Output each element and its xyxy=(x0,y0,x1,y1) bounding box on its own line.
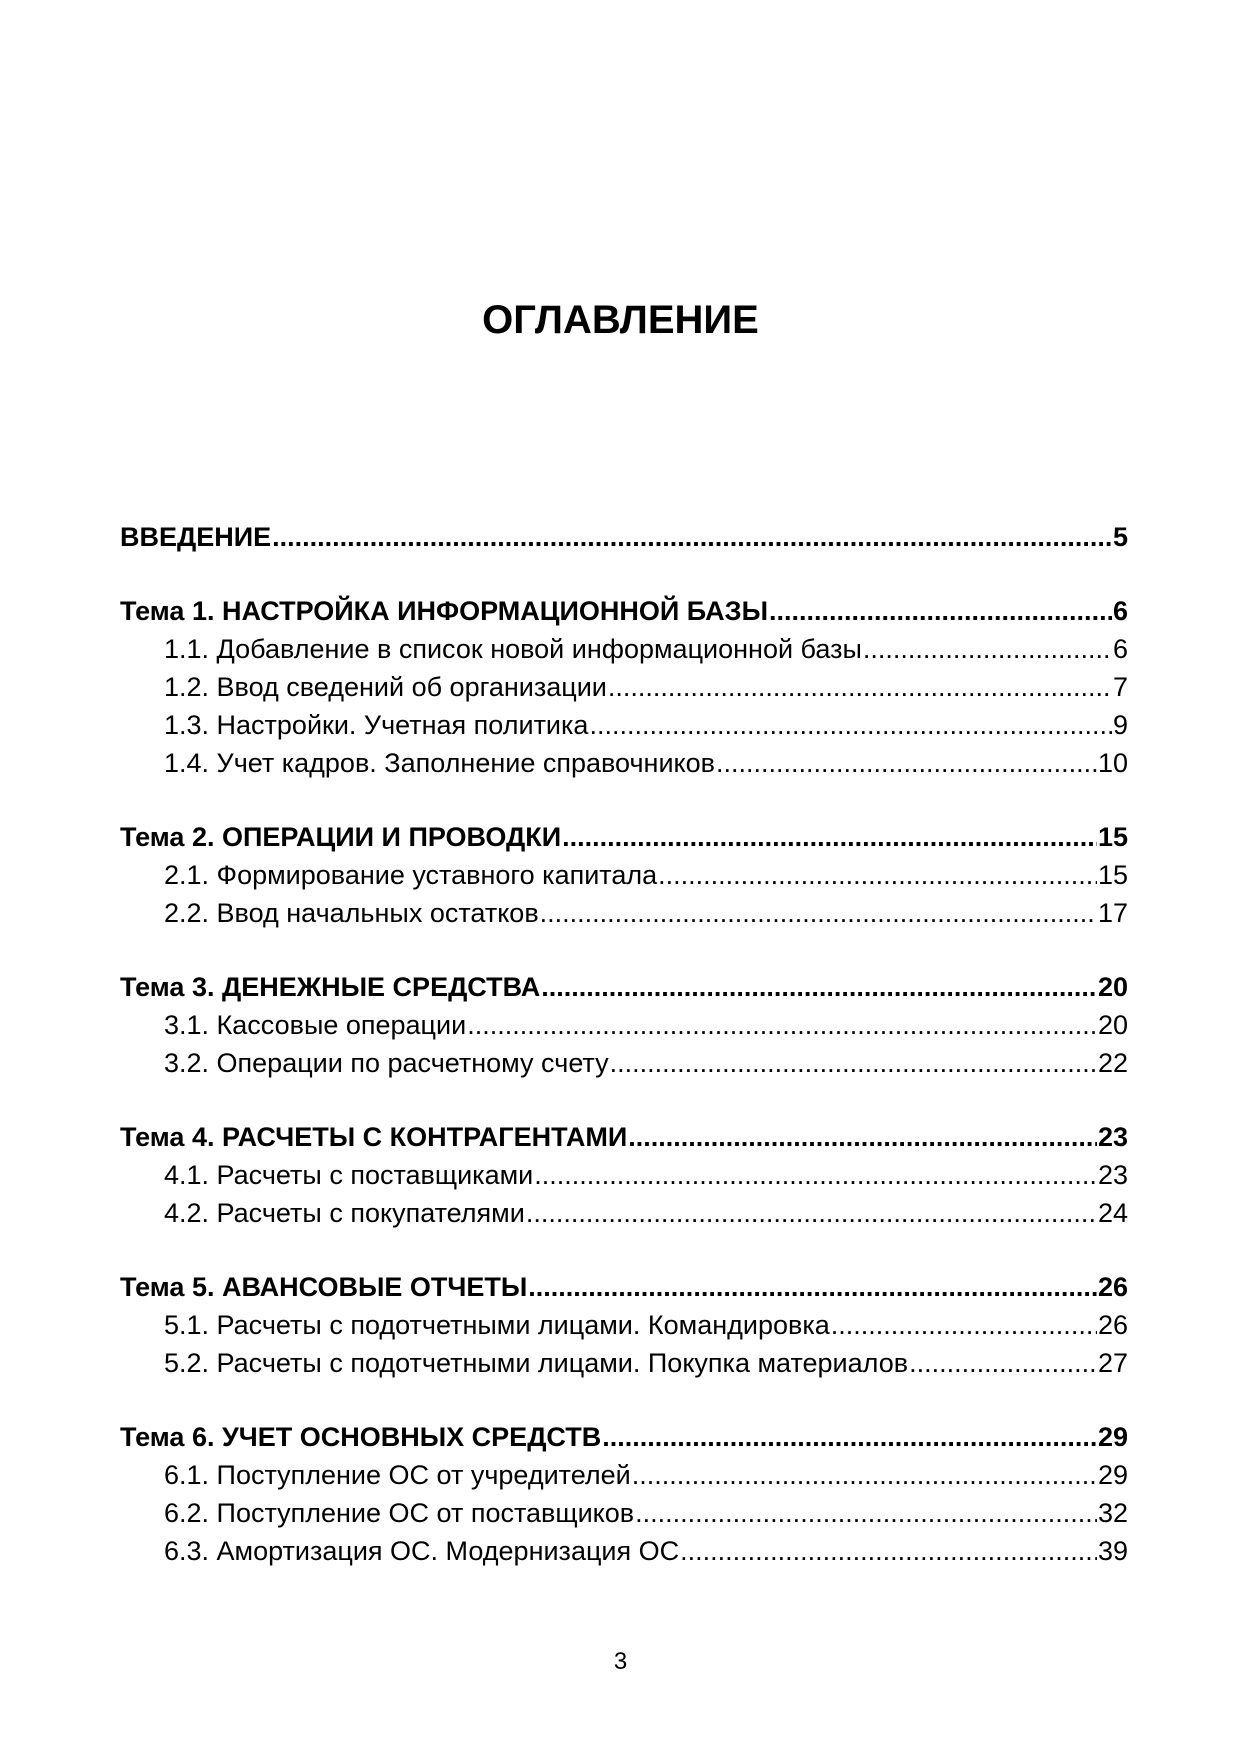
dot-leader xyxy=(635,1494,1097,1532)
toc-entry-1-4[interactable] xyxy=(120,744,1128,782)
toc-entry-4-1[interactable] xyxy=(120,1156,1128,1194)
dot-leader xyxy=(680,1532,1097,1570)
toc-entry-label: Тема 1. НАСТРОЙКА ИНФОРМАЦИОННОЙ БАЗЫ xyxy=(120,596,768,626)
toc-entry-label: Тема 6. УЧЕТ ОСНОВНЫХ СРЕДСТВ xyxy=(120,1422,602,1452)
dot-leader xyxy=(658,856,1097,894)
toc-entry-topic-3[interactable] xyxy=(120,968,1128,1006)
dot-leader xyxy=(863,630,1112,668)
toc-entry-label: 1.3. Настройки. Учетная политика xyxy=(164,710,589,740)
toc-entry-2-2[interactable] xyxy=(120,894,1128,932)
dot-leader xyxy=(562,818,1097,856)
toc-entry-label: 4.2. Расчеты с покупателями xyxy=(164,1198,525,1228)
toc-entry-label: 2.2. Ввод начальных остатков xyxy=(164,898,539,928)
dot-leader xyxy=(528,1268,1097,1306)
toc-entry-label: 3.2. Операции по расчетному счету xyxy=(164,1048,609,1078)
toc-entry-6-1[interactable] xyxy=(120,1456,1128,1494)
toc-entry-page: 24 xyxy=(1097,1198,1128,1228)
dot-leader xyxy=(831,1306,1097,1344)
toc-entry-topic-2[interactable] xyxy=(120,818,1128,856)
dot-leader xyxy=(610,1044,1097,1082)
toc-entry-1-1[interactable] xyxy=(120,630,1128,668)
toc-entry-page: 29 xyxy=(1097,1422,1128,1452)
toc-entry-label: 6.2. Поступление ОС от поставщиков xyxy=(164,1498,635,1528)
toc-entry-label: ВВЕДЕНИЕ xyxy=(120,522,272,552)
toc-entry-page: 7 xyxy=(1112,672,1128,702)
toc-entry-label: 2.1. Формирование уставного капитала xyxy=(164,860,658,890)
dot-leader xyxy=(716,744,1097,782)
toc-entry-label: Тема 4. РАСЧЕТЫ С КОНТРАГЕНТАМИ xyxy=(120,1122,628,1152)
dot-leader xyxy=(602,1418,1097,1456)
toc-entry-5-1[interactable] xyxy=(120,1306,1128,1344)
toc-entry-label: 1.4. Учет кадров. Заполнение справочников xyxy=(164,748,716,778)
toc-entry-topic-5[interactable] xyxy=(120,1268,1128,1306)
toc-entry-page: 22 xyxy=(1097,1048,1128,1078)
toc-entry-page: 15 xyxy=(1097,822,1128,852)
dot-leader xyxy=(541,968,1097,1006)
toc-entry-page: 20 xyxy=(1097,1010,1128,1040)
toc-entry-page: 29 xyxy=(1097,1460,1128,1490)
toc-entry-page: 26 xyxy=(1097,1310,1128,1340)
toc-entry-1-3[interactable] xyxy=(120,706,1128,744)
toc-entry-5-2[interactable] xyxy=(120,1344,1128,1382)
dot-leader xyxy=(769,592,1112,630)
toc-entry-6-3[interactable] xyxy=(120,1532,1128,1570)
toc-entry-topic-6[interactable] xyxy=(120,1418,1128,1456)
toc-entry-label: 3.1. Кассовые операции xyxy=(164,1010,467,1040)
dot-leader xyxy=(467,1006,1097,1044)
toc-entry-label: 5.2. Расчеты с подотчетными лицами. Покупка материалов xyxy=(164,1348,909,1378)
toc-entry-page: 23 xyxy=(1097,1122,1128,1152)
dot-leader xyxy=(628,1118,1097,1156)
toc-entry-page: 5 xyxy=(1112,522,1128,552)
toc-entry-introduction[interactable] xyxy=(120,518,1128,556)
page-number: 3 xyxy=(613,1648,628,1675)
toc-entry-page: 32 xyxy=(1097,1498,1128,1528)
toc-entry-2-1[interactable] xyxy=(120,856,1128,894)
toc-entry-label: 4.1. Расчеты с поставщиками xyxy=(164,1160,534,1190)
toc-entry-page: 27 xyxy=(1097,1348,1128,1378)
toc-entry-page: 6 xyxy=(1112,596,1128,626)
dot-leader xyxy=(589,706,1112,744)
toc-entry-page: 17 xyxy=(1097,898,1128,928)
page-title: ОГЛАВЛЕНИЕ xyxy=(482,298,759,342)
toc-entry-label: 6.1. Поступление ОС от учредителей xyxy=(164,1460,631,1490)
table-of-contents xyxy=(120,518,1128,1570)
toc-entry-page: 9 xyxy=(1112,710,1128,740)
toc-entry-label: 1.2. Ввод сведений об организации xyxy=(164,672,607,702)
toc-entry-page: 20 xyxy=(1097,972,1128,1002)
dot-leader xyxy=(534,1156,1097,1194)
dot-leader xyxy=(526,1194,1097,1232)
toc-entry-3-2[interactable] xyxy=(120,1044,1128,1082)
toc-entry-label: 6.3. Амортизация ОС. Модернизация ОС xyxy=(164,1536,680,1566)
dot-leader xyxy=(909,1344,1097,1382)
toc-entry-3-1[interactable] xyxy=(120,1006,1128,1044)
dot-leader xyxy=(540,894,1097,932)
toc-entry-label: 1.1. Добавление в список новой информационной базы xyxy=(164,634,862,664)
toc-entry-page: 6 xyxy=(1112,634,1128,664)
toc-entry-label: Тема 5. АВАНСОВЫЕ ОТЧЕТЫ xyxy=(120,1272,528,1302)
toc-entry-label: Тема 2. ОПЕРАЦИИ И ПРОВОДКИ xyxy=(120,822,562,852)
toc-entry-6-2[interactable] xyxy=(120,1494,1128,1532)
dot-leader xyxy=(632,1456,1097,1494)
toc-entry-1-2[interactable] xyxy=(120,668,1128,706)
dot-leader xyxy=(608,668,1112,706)
toc-entry-4-2[interactable] xyxy=(120,1194,1128,1232)
toc-entry-label: 5.1. Расчеты с подотчетными лицами. Командировка xyxy=(164,1310,830,1340)
toc-entry-topic-4[interactable] xyxy=(120,1118,1128,1156)
toc-entry-page: 23 xyxy=(1097,1160,1128,1190)
toc-entry-page: 10 xyxy=(1097,748,1128,778)
toc-entry-page: 15 xyxy=(1097,860,1128,890)
toc-entry-label: Тема 3. ДЕНЕЖНЫЕ СРЕДСТВА xyxy=(120,972,541,1002)
toc-entry-page: 26 xyxy=(1097,1272,1128,1302)
toc-entry-page: 39 xyxy=(1097,1536,1128,1566)
toc-entry-topic-1[interactable] xyxy=(120,592,1128,630)
dot-leader xyxy=(272,518,1112,556)
